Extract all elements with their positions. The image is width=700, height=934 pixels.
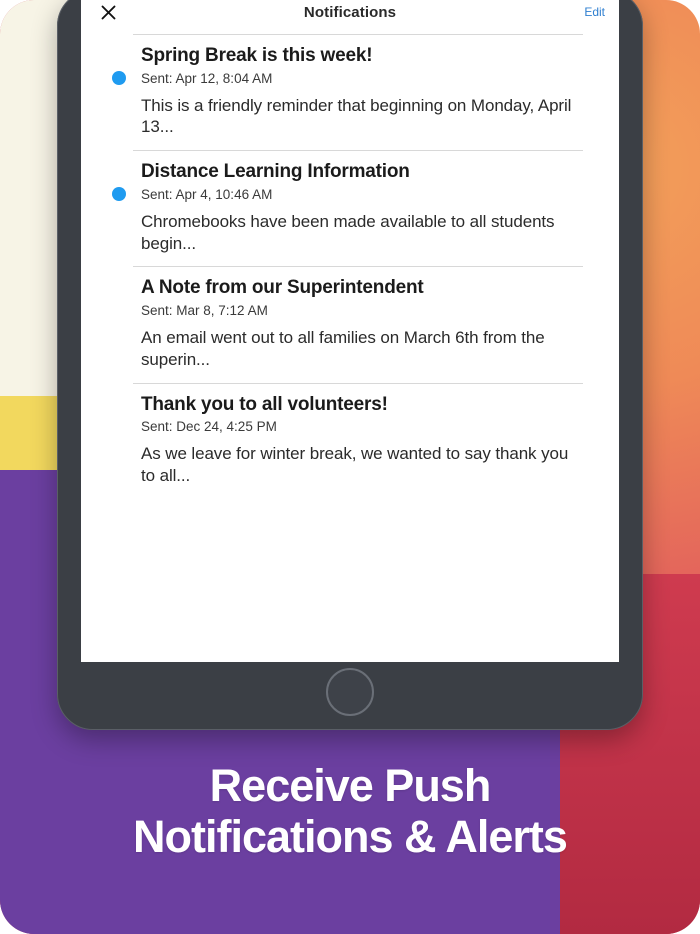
notification-title: Spring Break is this week! (141, 45, 373, 66)
notification-list (81, 35, 619, 499)
caption-line-2: Notifications & Alerts (133, 810, 567, 862)
unread-dot-icon (112, 187, 126, 201)
app-header (81, 0, 619, 34)
notification-timestamp: Sent: Apr 12, 8:04 AM (141, 70, 273, 86)
notification-preview: Chromebooks have been made available to all students begin... (141, 211, 555, 253)
notification-preview: This is a friendly reminder that beginning on Monday, April 13... (141, 95, 572, 137)
notification-title: Distance Learning Information (141, 161, 410, 183)
list-item[interactable] (81, 384, 619, 499)
notification-preview: An email went out to all families on March 6th from the superin... (141, 328, 545, 369)
page-title: Notifications (303, 3, 397, 21)
list-item[interactable] (81, 267, 619, 382)
notification-timestamp: Sent: Dec 24, 4:25 PM (141, 419, 277, 435)
notification-title: Thank you to all volunteers! (141, 393, 388, 415)
close-icon[interactable] (95, 0, 121, 25)
notification-preview: As we leave for winter break, we wanted to say thank you to all... (141, 444, 569, 485)
caption (0, 761, 700, 862)
notification-title: A Note from our Superintendent (141, 277, 424, 299)
edit-button[interactable]: Edit (584, 5, 605, 19)
notification-timestamp: Sent: Mar 8, 7:12 AM (141, 303, 268, 319)
tablet-device (57, 0, 643, 730)
device-screen (81, 0, 619, 662)
list-item[interactable] (81, 151, 619, 266)
home-button[interactable] (326, 668, 374, 716)
caption-line-1: Receive Push (209, 760, 491, 812)
notification-timestamp: Sent: Apr 4, 10:46 AM (141, 186, 273, 202)
unread-dot-icon (112, 71, 126, 85)
list-item[interactable] (81, 35, 619, 150)
